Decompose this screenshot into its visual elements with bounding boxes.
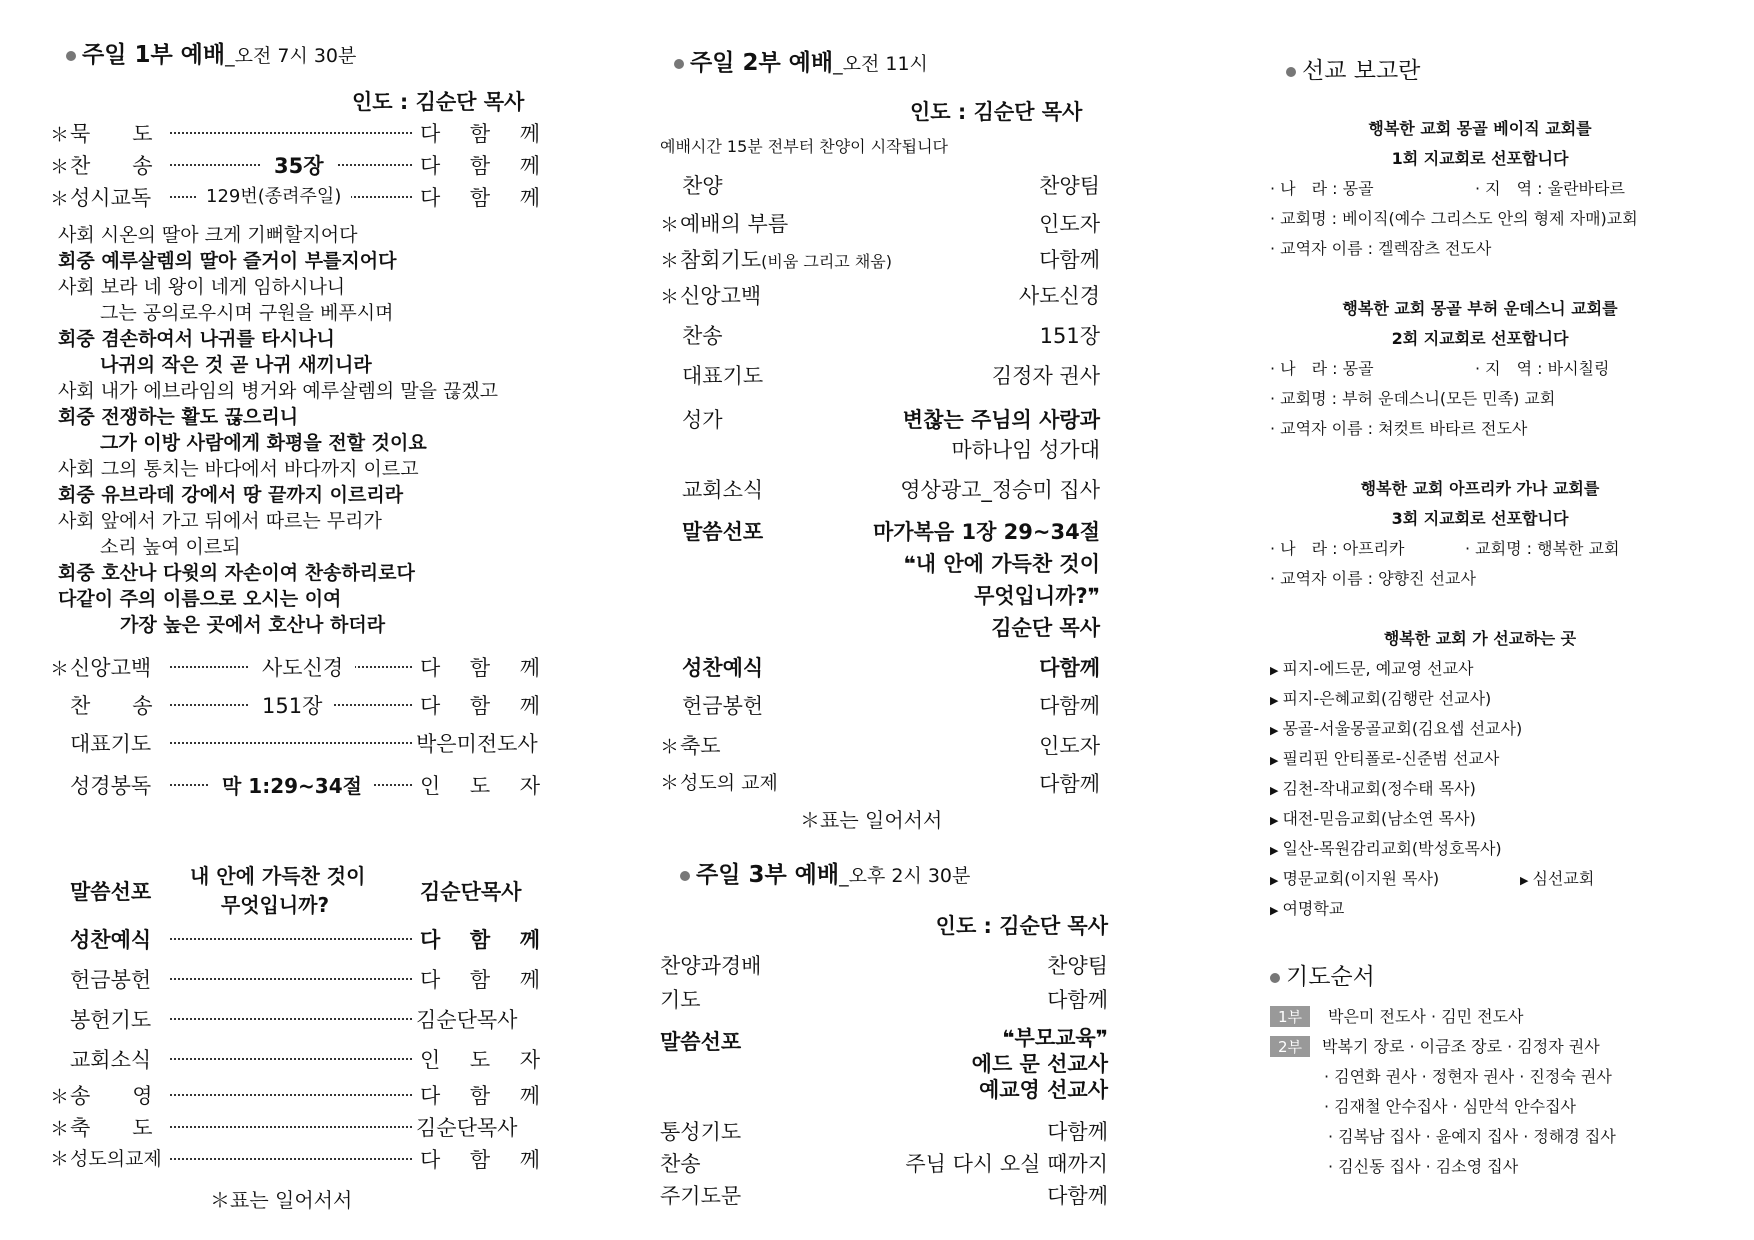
mission-church1-heading: 1회 지교회로 선포합니다: [1391, 149, 1569, 168]
service2-order-label: ＊예배의 부름: [660, 212, 789, 236]
service3-order-value: 다함께: [1047, 1184, 1108, 1208]
bullet-icon: [66, 51, 76, 61]
service1-order-row: 성찬예식 다 함 께: [70, 928, 540, 952]
bullet-icon: [680, 871, 690, 881]
service2-order-label: ＊성도의 교제: [660, 772, 778, 794]
prayer-tag: 1부: [1270, 1006, 1310, 1027]
service1-sermon-title: 내 안에 가득찬 것이 무엇입니까?: [190, 864, 366, 917]
star-mark: ＊: [50, 124, 70, 146]
service3-title: 주일 3부 예배_오후 2시 30분: [680, 856, 970, 889]
service3-sermon-preacher: 예교영 선교사: [978, 1078, 1108, 1102]
mission-info: · 지 역 : 울란바타르: [1475, 179, 1625, 198]
mission-place-item: ▶ 심선교회: [1520, 869, 1595, 888]
litany-line: 사회 그의 통치는 바다에서 바다까지 이르고: [58, 458, 419, 480]
prayer-line: · 김재철 안수집사 · 심만석 안수집사: [1324, 1097, 1576, 1116]
service2-order-value: 다함께: [1039, 248, 1100, 272]
service1-order-row: ＊찬 송 35장 다 함 께: [50, 150, 540, 180]
service3-sermon-title: ❝부모교육❞: [1002, 1026, 1108, 1050]
prayer-line: · 김복남 집사 · 윤예지 집사 · 정해경 집사: [1328, 1127, 1616, 1146]
triangle-bullet-icon: ▶: [1270, 844, 1279, 857]
litany-line: 사회 앞에서 가고 뒤에서 따르는 무리가: [58, 510, 382, 532]
triangle-bullet-icon: ▶: [1270, 694, 1279, 707]
service2-sermon-ref: 마가복음 1장 29~34절: [873, 520, 1100, 544]
litany-line: 사회 보라 네 왕이 네게 임하시나니: [58, 276, 346, 298]
litany-line: 회중 유브라데 강에서 땅 끝까지 이르리라: [58, 484, 404, 506]
mission-info: · 지 역 : 바시칠링: [1475, 359, 1610, 378]
service1-order-row: 대표기도 박은미전도사: [70, 732, 538, 756]
service2-sermon-preacher: 김순단 목사: [991, 616, 1100, 640]
service2-notice: 예배시간 15분 전부터 찬양이 시작됩니다: [660, 137, 948, 156]
litany-line: 나귀의 작은 것 곧 나귀 새끼니라: [100, 354, 372, 376]
service1-title: 주일 1부 예배_오전 7시 30분: [66, 36, 356, 69]
prayer-line: · 김연화 권사 · 정현자 권사 · 진정숙 권사: [1324, 1067, 1612, 1086]
mission-place-item: ▶ 일산-목원감리교회(박성호목사): [1270, 839, 1502, 858]
service1-order-row: ＊송 영 다 함 께: [50, 1084, 540, 1108]
service3-order-value: 찬양팀: [1047, 954, 1108, 978]
mission-place-item: ▶ 피지-에드문, 예교영 선교사: [1270, 659, 1474, 678]
service1-sermon-preacher: 김순단목사: [420, 880, 522, 904]
service2-order-label: ＊축도: [660, 734, 721, 758]
service1-sermon-label: 말씀선포: [70, 880, 152, 904]
litany-line: 회중 호산나 다윗의 자손이여 찬송하리로다: [58, 562, 415, 584]
triangle-bullet-icon: ▶: [1270, 724, 1279, 737]
litany-line: 그가 이방 사람에게 화평을 전할 것이요: [100, 432, 427, 454]
mission-place-item: ▶ 김천-작내교회(정수태 목사): [1270, 779, 1476, 798]
service2-order-label: ＊신앙고백: [660, 284, 762, 308]
prayer-tag: 2부: [1270, 1036, 1310, 1057]
mission-info: · 나 라 : 몽골: [1270, 179, 1374, 198]
mission-place-item: ▶ 필리핀 안티폴로-신준범 선교사: [1270, 749, 1500, 768]
service1-order-row: 찬 송 151장 다 함 께: [70, 690, 540, 720]
service2-order-label: 찬양: [682, 174, 723, 198]
service1-leader: 인도 : 김순단 목사: [352, 90, 525, 114]
mission-place-item: ▶ 몽골-서울몽골교회(김요셉 선교사): [1270, 719, 1523, 738]
service2-order-value: 다함께: [1039, 694, 1100, 718]
triangle-bullet-icon: ▶: [1270, 664, 1279, 677]
service2-order-value: 사도신경: [1018, 284, 1100, 308]
service3-leader: 인도 : 김순단 목사: [935, 914, 1108, 938]
mission-places-title: 행복한 교회 가 선교하는 곳: [1383, 629, 1577, 648]
mission-place-item: ▶ 여명학교: [1270, 899, 1345, 918]
triangle-bullet-icon: ▶: [1270, 784, 1279, 797]
mission-title: 선교 보고란: [1286, 52, 1420, 85]
service2-order-value: 김정자 권사: [991, 364, 1100, 388]
service2-anthem-label: 성가: [682, 408, 723, 432]
service2-order-value: 다함께: [1039, 656, 1100, 680]
service2-anthem-choir: 마하나임 성가대: [951, 438, 1100, 462]
mission-info: · 교역자 이름 : 겔렉잠츠 전도사: [1270, 239, 1492, 258]
mission-info: · 나 라 : 몽골: [1270, 359, 1374, 378]
service2-sermon-title: 무엇입니까?❞: [974, 584, 1100, 608]
service1-order-row: 성경봉독 막 1:29~34절 인 도 자: [70, 770, 540, 800]
service1-standing-note: ＊표는 일어서서: [210, 1188, 353, 1212]
service2-order-label: ＊참회기도(비움 그리고 채움): [660, 248, 893, 272]
mission-info: · 교회명 : 행복한 교회: [1465, 539, 1620, 558]
service1-order-row: ＊성도의교제 다 함 께: [50, 1148, 540, 1172]
mission-place-item: ▶ 명문교회(이지원 목사): [1270, 869, 1440, 888]
prayer-line: · 김신동 집사 · 김소영 집사: [1328, 1157, 1519, 1176]
litany-line: 회중 전쟁하는 활도 끊으리니: [58, 406, 299, 428]
service2-news-value: 영상광고_정승미 집사: [900, 478, 1100, 502]
service1-order-row: ＊성시교독 129번(종려주일) 다 함 께: [50, 182, 540, 212]
prayer-line: 2부 박복기 장로 · 이금조 장로 · 김정자 권사: [1270, 1034, 1600, 1057]
triangle-bullet-icon: ▶: [1270, 874, 1279, 887]
service2-order-value: 찬양팀: [1039, 174, 1100, 198]
mission-church2-heading: 2회 지교회로 선포합니다: [1391, 329, 1569, 348]
litany-line: 가장 높은 곳에서 호산나 하더라: [120, 614, 386, 636]
service2-news-label: 교회소식: [682, 478, 764, 502]
mission-church2-heading: 행복한 교회 몽골 부허 운데스니 교회를: [1342, 299, 1618, 318]
triangle-bullet-icon: ▶: [1520, 874, 1529, 887]
service3-order-value: 주님 다시 오실 때까지: [905, 1152, 1108, 1176]
service2-order-value: 다함께: [1039, 772, 1100, 796]
bullet-icon: [1270, 973, 1280, 983]
litany-line: 그는 공의로우시며 구원을 베푸시며: [100, 302, 394, 324]
litany-line: 사회 시온의 딸아 크게 기뻐할지어다: [58, 224, 358, 246]
service3-order-label: 통성기도: [660, 1120, 742, 1144]
service2-standing-note: ＊표는 일어서서: [800, 808, 943, 832]
service1-order-row: ＊묵 도 다 함 께: [50, 122, 540, 146]
service3-order-value: 다함께: [1047, 1120, 1108, 1144]
litany-line: 다같이 주의 이름으로 오시는 이여: [58, 588, 342, 610]
litany-line: 사회 내가 에브라임의 병거와 예루살렘의 말을 끊겠고: [58, 380, 499, 402]
service2-leader: 인도 : 김순단 목사: [910, 100, 1083, 124]
mission-church1-heading: 행복한 교회 몽골 베이직 교회를: [1368, 119, 1592, 138]
prayer-title: 기도순서: [1270, 958, 1375, 991]
service2-order-value: 151장: [1039, 324, 1100, 348]
mission-info: · 교회명 : 부허 운데스니(모든 민족) 교회: [1270, 389, 1556, 408]
mission-place-item: ▶ 피지-은혜교회(김행란 선교사): [1270, 689, 1492, 708]
service2-title: 주일 2부 예배_오전 11시: [674, 44, 928, 77]
service1-order-row: 교회소식 인 도 자: [70, 1048, 540, 1072]
service2-anthem-title: 변찮는 주님의 사랑과: [902, 408, 1100, 432]
mission-info: · 나 라 : 아프리카: [1270, 539, 1405, 558]
triangle-bullet-icon: ▶: [1270, 754, 1279, 767]
litany-line: 회중 겸손하여서 나귀를 타시나니: [58, 328, 335, 350]
mission-info: · 교회명 : 베이직(예수 그리스도 안의 형제 자매)교회: [1270, 209, 1638, 228]
service2-order-label: 대표기도: [682, 364, 764, 388]
service1-order-row: 헌금봉헌 다 함 께: [70, 968, 540, 992]
mission-church3-heading: 행복한 교회 아프리카 가나 교회를: [1360, 479, 1600, 498]
service3-sermon-label: 말씀선포: [660, 1030, 742, 1054]
service2-sermon-title: ❝내 안에 가득찬 것이: [903, 552, 1100, 576]
prayer-line: 1부 박은미 전도사 · 김민 전도사: [1270, 1004, 1524, 1027]
service1-order-row: 봉헌기도 김순단목사: [70, 1008, 518, 1032]
mission-info: · 교역자 이름 : 쳐컷트 바타르 전도사: [1270, 419, 1528, 438]
service2-order-label: 찬송: [682, 324, 723, 348]
service3-order-label: 찬송: [660, 1152, 701, 1176]
service3-sermon-preacher: 에드 문 선교사: [971, 1052, 1108, 1076]
bullet-icon: [674, 59, 684, 69]
service3-order-label: 주기도문: [660, 1184, 742, 1208]
service2-order-value: 인도자: [1039, 212, 1100, 236]
service1-order-row: ＊신앙고백 사도신경 다 함 께: [50, 652, 540, 682]
mission-church3-heading: 3회 지교회로 선포합니다: [1391, 509, 1569, 528]
service1-order-row: ＊축 도 김순단목사: [50, 1116, 518, 1140]
bullet-icon: [1286, 67, 1296, 77]
litany-line: 회중 예루살렘의 딸아 즐거이 부를지어다: [58, 250, 397, 272]
litany-line: 소리 높여 이르되: [100, 536, 241, 558]
mission-info: · 교역자 이름 : 양향진 선교사: [1270, 569, 1476, 588]
service2-order-value: 인도자: [1039, 734, 1100, 758]
service3-order-label: 기도: [660, 988, 701, 1012]
service2-sermon-label: 말씀선포: [682, 520, 764, 544]
service2-order-label: 성찬예식: [682, 656, 764, 680]
service3-order-value: 다함께: [1047, 988, 1108, 1012]
service3-order-label: 찬양과경배: [660, 954, 762, 978]
service2-order-label: 헌금봉헌: [682, 694, 764, 718]
triangle-bullet-icon: ▶: [1270, 904, 1279, 917]
mission-place-item: ▶ 대전-믿음교회(남소연 목사): [1270, 809, 1476, 828]
triangle-bullet-icon: ▶: [1270, 814, 1279, 827]
